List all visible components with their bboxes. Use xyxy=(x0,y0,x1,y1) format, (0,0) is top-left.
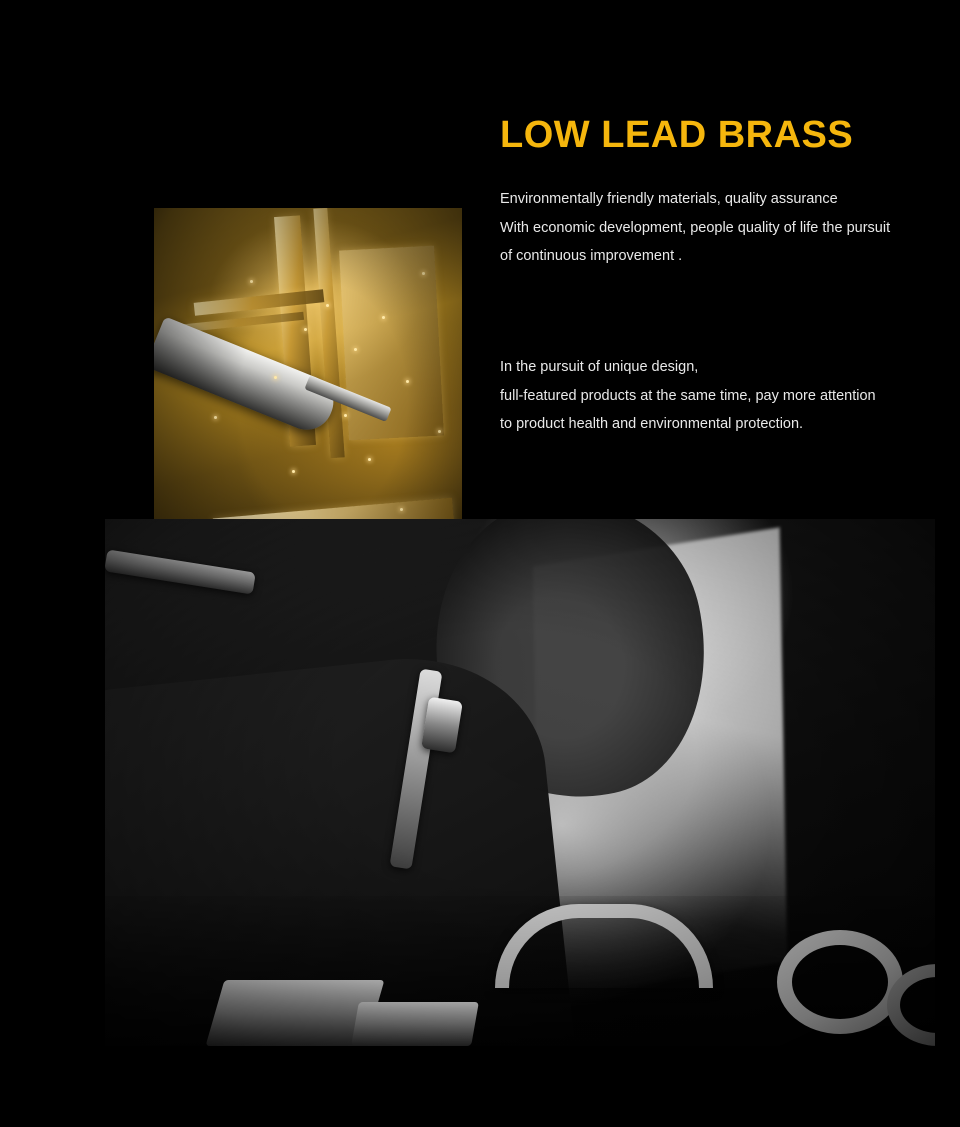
spark-particle xyxy=(438,430,441,433)
spark-particle xyxy=(400,508,403,511)
spark-particle xyxy=(214,416,217,419)
intro-paragraph-line-1: Environmentally friendly materials, quality assurance xyxy=(500,191,838,207)
design-paragraph-line-1: In the pursuit of unique design, xyxy=(500,359,699,375)
brass-ring-shape-1 xyxy=(777,930,903,1034)
design-paragraph xyxy=(500,353,920,439)
design-paragraph-line-3: to product health and environmental protection. xyxy=(500,416,804,432)
spark-particle xyxy=(354,348,357,351)
spark-particle xyxy=(406,380,409,383)
intro-paragraph-line-2: With economic development, people quality of life the pursuit xyxy=(500,219,891,236)
page-title: LOW LEAD BRASS xyxy=(500,114,854,157)
spark-particle xyxy=(274,376,277,379)
spark-particle xyxy=(422,272,425,275)
spark-particle xyxy=(344,414,347,417)
spark-particle xyxy=(304,328,307,331)
intro-paragraph-line-3: of continuous improvement . xyxy=(500,248,683,264)
spark-particle xyxy=(326,304,329,307)
worker-grayscale-image xyxy=(105,519,935,1046)
spark-particle xyxy=(382,316,385,319)
machine-part-shape-2 xyxy=(351,1002,479,1046)
spark-particle xyxy=(368,458,371,461)
intro-paragraph xyxy=(500,185,920,271)
spark-particle xyxy=(250,280,253,283)
brass-block-shape xyxy=(339,246,444,441)
design-paragraph-line-2: full-featured products at the same time, pay more attention xyxy=(500,387,876,404)
spark-particle xyxy=(292,470,295,473)
